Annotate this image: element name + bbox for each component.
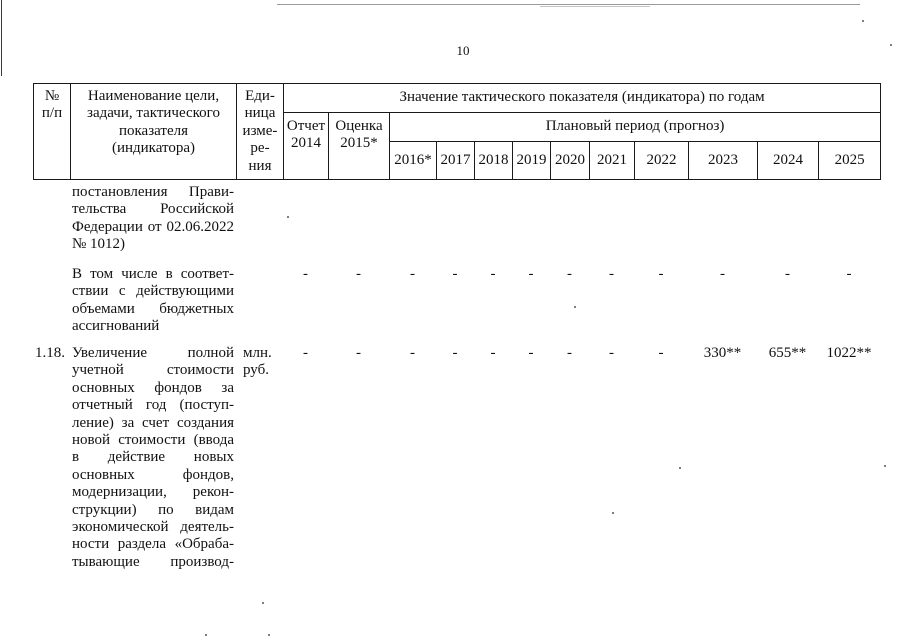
header-year: 2019 (513, 142, 551, 180)
row-unit-line: руб. (243, 362, 269, 379)
value-cell: - (356, 266, 361, 282)
row-name-line: основных фондов за (72, 379, 234, 396)
row-name-line: ление) за счет создания (72, 414, 234, 431)
header-name-cell (71, 84, 237, 180)
row-values (283, 345, 880, 362)
header-unit-cell (237, 84, 284, 180)
scan-speck (884, 465, 886, 467)
scan-top-line (277, 4, 860, 5)
row-name-cell (72, 184, 234, 254)
row-unit-line: млн. (243, 345, 272, 361)
row-name-line: модернизации, рекон- (72, 484, 234, 501)
header-year: 2024 (758, 142, 819, 180)
row-name-line: основных фондов, (72, 466, 234, 483)
value-cell: - (846, 266, 852, 282)
indicator-table-header (33, 83, 881, 180)
value-cell: - (528, 266, 534, 282)
value-cell: - (609, 266, 614, 282)
row-name-line: ствии с действующими (72, 283, 234, 300)
row-name-cell (72, 345, 234, 571)
scan-speck (890, 44, 892, 46)
value-cell: - (567, 266, 572, 282)
row-name-line: новой стоимости (ввода (72, 431, 234, 448)
value-cell: - (720, 266, 725, 282)
value-cell: - (658, 345, 664, 361)
row-name-line: ассигнований (72, 318, 160, 335)
value-cell: 1022** (826, 345, 872, 361)
value-cell: - (528, 345, 534, 361)
header-unit-line: ния (248, 157, 272, 174)
value-cell: - (658, 266, 664, 282)
value-cell: - (410, 345, 415, 361)
value-cell: - (567, 345, 572, 361)
value-cell: - (303, 266, 308, 282)
header-unit-line: ре- (250, 140, 270, 157)
header-name-line: (индикатора) (111, 140, 196, 157)
row-unit-cell (243, 345, 283, 380)
scan-speck (262, 602, 264, 604)
value-cell: - (410, 266, 415, 282)
row-name-line: тывающие производ- (72, 553, 234, 570)
scan-speck (574, 306, 576, 308)
row-name-line: экономической деятель- (72, 518, 234, 535)
row-name-cell (72, 266, 234, 336)
row-name-line: учетной стоимости (72, 362, 234, 379)
header-year: 2023 (689, 142, 758, 180)
header-values-title: Значение тактического показателя (индикатора) по годам (284, 84, 881, 113)
scan-speck (679, 467, 681, 469)
page-number: 10 (456, 43, 470, 58)
header-number-line: п/п (41, 105, 63, 122)
row-name-line: тельства Российской (72, 201, 234, 218)
value-cell: - (609, 345, 614, 361)
scan-speck (268, 634, 270, 636)
row-number: 1.18. (35, 345, 65, 361)
header-report-cell (284, 113, 329, 180)
scan-edge-line (1, 0, 2, 76)
scan-top-line (540, 6, 650, 7)
header-name-line: показателя (118, 122, 189, 139)
header-year: 2016* (390, 142, 437, 180)
header-year: 2025 (819, 142, 881, 180)
header-estimate-line: 2015* (340, 135, 378, 152)
scan-speck (205, 634, 207, 636)
header-report-line: Отчет (286, 118, 326, 134)
row-name-line: ности раздела «Обраба- (72, 536, 234, 553)
row-name-line: отчетный год (поступ- (72, 397, 234, 414)
row-name-line: Увеличение полной (72, 345, 234, 361)
value-cell: - (356, 345, 361, 361)
header-year: 2017 (437, 142, 475, 180)
value-cell: - (490, 345, 496, 361)
row-values (283, 266, 880, 283)
header-estimate-line: Оценка (335, 118, 383, 134)
header-year: 2020 (551, 142, 590, 180)
header-report-line: 2014 (291, 135, 321, 152)
row-name-line: в действие новых (72, 449, 234, 466)
header-unit-line: ница (244, 105, 276, 122)
scan-speck (287, 216, 289, 218)
scan-speck (612, 512, 614, 514)
header-year: 2021 (590, 142, 635, 180)
value-cell: - (452, 345, 458, 361)
value-cell: 655** (768, 345, 807, 361)
row-name-line: струкции) по видам (72, 501, 234, 518)
row-name-line: В том числе в соответ- (72, 266, 234, 282)
value-cell: - (785, 266, 790, 282)
header-name-line: Наименование цели, (87, 88, 220, 104)
value-cell: - (490, 266, 496, 282)
row-name-line: № 1012) (72, 236, 126, 253)
row-name-line: постановления Прави- (72, 184, 234, 200)
row-name-line: объемами бюджетных (72, 300, 234, 317)
header-unit-line: Еди- (245, 88, 275, 104)
header-plan-period: Плановый период (прогноз) (390, 113, 881, 142)
row-name-line: Федерации от 02.06.2022 (72, 218, 234, 235)
scan-speck (862, 20, 864, 22)
value-cell: - (452, 266, 458, 282)
header-unit-line: изме- (242, 122, 278, 139)
header-year: 2022 (635, 142, 689, 180)
value-cell: - (303, 345, 308, 361)
header-number-cell (34, 84, 71, 180)
header-year: 2018 (475, 142, 513, 180)
header-estimate-cell (329, 113, 390, 180)
header-name-line: задачи, тактического (87, 105, 220, 122)
value-cell: 330** (703, 345, 742, 361)
header-number-line: № (44, 88, 60, 104)
